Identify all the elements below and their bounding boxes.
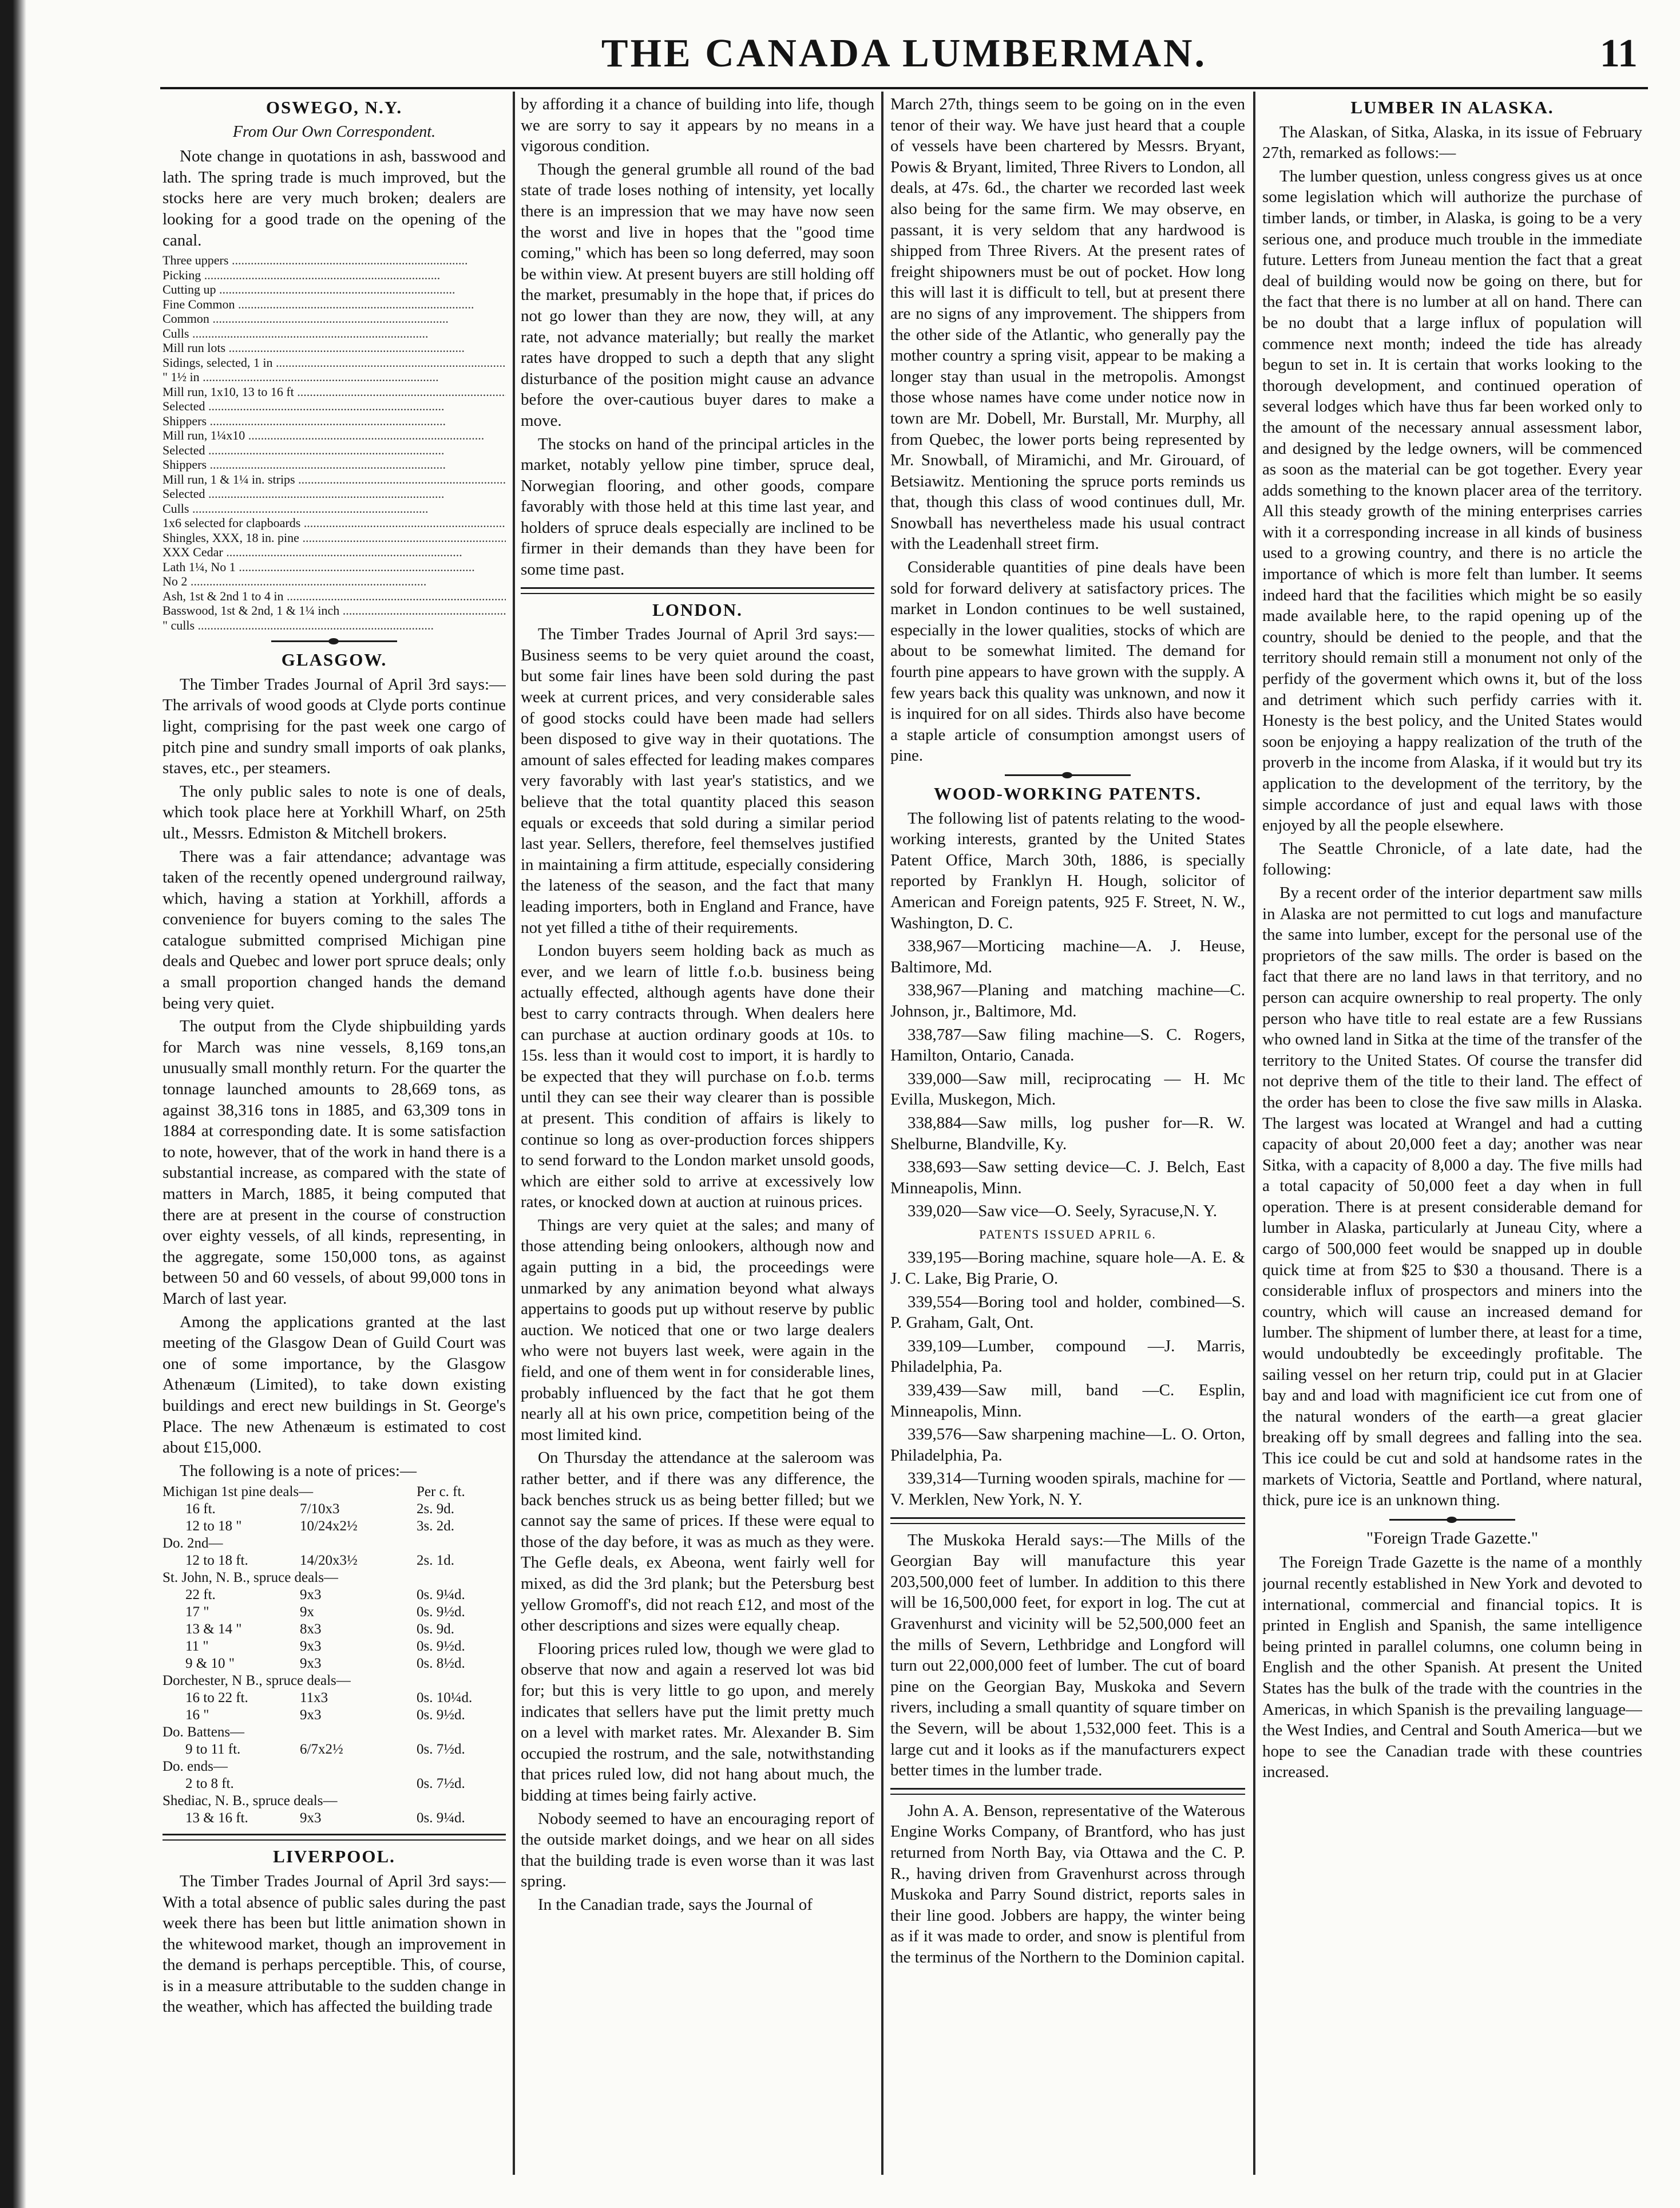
price-cell: 2 to 8 ft. — [185, 1776, 234, 1792]
column-1 — [163, 94, 506, 2177]
price-row — [163, 1724, 506, 1741]
price-row — [163, 1638, 506, 1655]
price-item: Fine Common ..... — [163, 297, 506, 312]
price-cell: 9x3 — [300, 1656, 322, 1672]
price-row — [163, 311, 506, 326]
price-cell — [417, 1758, 506, 1775]
price-row — [163, 1810, 506, 1827]
patent-entry: 339,109—Lumber, compound —J. Marris, Philadelphia, Pa. — [890, 1336, 1245, 1376]
article-paragraph: Among the applications granted at the last meeting of the Glasgow Dean of Guild Court was one of some importance, by the Glasgow Athenæum (Limited), to take down existing buildings and erect new buildings in St. George's Place. The new Athenæum is estimated to cost about £15,000. — [163, 1312, 506, 1457]
price-cell: 22 ft. — [185, 1587, 216, 1603]
section-separator — [1005, 772, 1131, 778]
price-item: " 1½ in ..... — [163, 370, 506, 385]
price-row — [163, 589, 506, 604]
price-row — [163, 341, 506, 355]
patent-entry: 338,693—Saw setting device—C. J. Belch, East Minneapolis, Minn. — [890, 1158, 1245, 1197]
price-item: Mill run lots ..... — [163, 341, 506, 355]
article-paragraph: John A. A. Benson, representative of the Waterous Engine Works Company, of Brantford, who has just returned from North Bay, via Ottawa and the C. P. R., having driven from Gravenhurst across through Muskoka and Parry Sound district, reports sales in their line good. Jobbers are happy, the winter being as if it was made to order, and snow is plentiful from the terminus of the Northern to the Dominion capital. — [890, 1801, 1245, 1966]
byline: From Our Own Correspondent. — [232, 122, 436, 141]
price-item: Three uppers ..... — [163, 253, 506, 268]
price-row — [163, 1604, 506, 1621]
price-cell: 9x3 — [300, 1639, 322, 1655]
price-row — [163, 560, 506, 575]
price-item: Lath 1¼, No 1 ..... — [163, 560, 506, 575]
price-cell: 2s. 1d. — [417, 1553, 454, 1569]
article-paragraph: Things are very quiet at the sales; and many of those attending being onlookers, although now and again putting in a bid, the proceedings were unmarked by any animation beyond what always appertains to goods put up without reserve by public auction. We noticed that one or two large dealers who were not buyers last week, were again in the field, and one of them went in for considerable lines, probably influenced by the fact that he got them nearly all at his own price, competition being of the most limited kind. — [521, 1216, 874, 1444]
price-item: Basswood, 1st & 2nd, 1 & 1¼ inch ..... — [163, 603, 506, 618]
price-cell: Do. Battens— — [163, 1724, 245, 1740]
column-3 — [890, 94, 1245, 2177]
article-paragraph: March 27th, things seem to be going on in the even tenor of their way. We have just heard that a couple of vessels have been chartered by Messrs. Bryant, Powis & Bryant, limited, Three Rivers to London, all deals, at 47s. 6d., the charter we recorded last week also being for the same firm. We may observe, en passant, it is very seldom that any hardwood is shipped from Three Rivers. At the present rates of freight shipowners must be out of pocket. How long this will last it is difficult to tell, but at present there are no signs of any improvement. The shippers from the other side of the Atlantic, who generally pay the mother country a spring visit, appear to be making a longer stay than usual in the metropolis. Amongst those whose names have come under notice now in town are Mr. Dobell, Mr. Burstall, Mr. Murphy, all from Quebec, the lower ports being represented by Mr. Snowball, of Miramichi, and Mr. Girouard, of Betsiawitz. Mentioning the spruce ports reminds us that, though this class of wood continues dull, Mr. Snowball has nevertheless made his usual contract with the Leadenhall street firm. — [890, 95, 1245, 553]
price-cell: 2s. 9d. — [417, 1501, 454, 1517]
price-row — [163, 355, 506, 370]
patent-entry: 338,967—Morticing machine—A. J. Heuse, Baltimore, Md. — [890, 937, 1245, 976]
price-cell: Do. ends— — [163, 1759, 228, 1775]
price-cell: 0s. 7½d. — [417, 1776, 465, 1792]
section-title-london: LONDON. — [652, 599, 743, 620]
price-cell: 17 " — [185, 1604, 209, 1620]
article-paragraph: The following list of patents relating to the wood-working interests, granted by the United States Patent Office, March 30th, 1886, is specially reported by Franklyn H. Hough, solicitor of American and Foreign patents, 925 F. Street, N. W., Washington, D. C. — [890, 809, 1245, 932]
article-paragraph: The Seattle Chronicle, of a late date, had the following: — [1262, 839, 1642, 879]
price-item: Culls ..... — [163, 326, 506, 341]
price-item: XXX Cedar ..... — [163, 545, 506, 560]
patent-entry: 339,576—Saw sharpening machine—L. O. Orton, Philadelphia, Pa. — [890, 1425, 1245, 1465]
price-cell: 0s. 9¼d. — [417, 1810, 465, 1826]
article-paragraph: The Timber Trades Journal of April 3rd says:—The arrivals of wood goods at Clyde ports continue light, comprising for the past week one cargo of pitch pine and sundry small imports of oak planks, staves, etc., per steamers. — [163, 675, 506, 778]
column-2 — [521, 94, 874, 2177]
price-item: Shippers ..... — [163, 457, 506, 472]
price-cell: 14/20x3½ — [300, 1553, 358, 1569]
price-row — [163, 545, 506, 560]
article-paragraph: The only public sales to note is one of deals, which took place here at Yorkhill Wharf, on 25th ult., Messrs. Edmiston & Mitchell brokers. — [163, 782, 506, 842]
page-header — [160, 21, 1648, 89]
article-paragraph: Though the general grumble all round of the bad state of trade loses nothing of intensity, yet locally there is an impression that we may have now seen the worst and live in hopes that the "good time coming," which has been so long deferred, may soon be within view. At present buyers are still holding off the market, presumably in the hope that, if prices do not go lower than they are now, they will, at any rate, not advance materially; but really the market rates have dropped to such a depth that any slight disturbance of the position might cause an advance before the over-cautious buyer dares to make a move. — [521, 160, 874, 430]
article-paragraph: The lumber question, unless congress gives us at once some legislation which will authorize the purchase of timber lands, or timber, in Alaska, is going to be a very serious one, and produce much trouble in the immediate future. Letters from Juneau mention the fact that a great deal of building would now be going on there, but for the fact that there is no lumber at all on hand. There can be no doubt that a large influx of population will commence next month; indeed the tide has already begun to set in. It is certain that works looking to the thorough development, and continued operation of several lodges which have thus far been worked only to the amount of the necessary annual assessment labor, and designed by the ledge owners, will be commenced as soon as the material can be got together. Every year adds something to the known placer area of the territory. All this steady growth of the mining enterprises carries with it a corresponding increase in all kinds of business used to a growing country, and there is no article the importance of which is more felt than lumber. It seems indeed hard that the facilities which might be so easily made available here, to the rapid opening up of the country, should be denied to the people, and that the territory should remain still a monument not only of the perfidy of the goverment which owns it, but of the loss and detriment which such perfidy carries with it. Honesty is the best policy, and the United States would soon be enjoying a happy realization of the truth of the proverb in the income from Alaska, if it would but try its application to the development of the territory, by the simple accordance of just and equal laws with those enjoyed by all the people elsewhere. — [1262, 167, 1642, 835]
price-cell: 9x3 — [300, 1707, 322, 1723]
price-cell: Michigan 1st pine deals— — [163, 1484, 314, 1500]
price-cell: Per c. ft. — [417, 1484, 465, 1500]
price-row — [163, 268, 506, 283]
patent-entry: 338,787—Saw filing machine—S. C. Rogers, Hamilton, Ontario, Canada. — [890, 1025, 1245, 1065]
article-paragraph: London buyers seem holding back as much as ever, and we learn of little f.o.b. business being actually effected, although agents have done their best to carry contracts through. When dealers here can purchase at auction ordinary goods at 10s. to 15s. less than it would cost to import, it is hardly to be expected that they will purchase on f.o.b. terms until they can see their way clearer than is possible at present. This condition of affairs is likely to continue so long as over-production forces shippers to send forward to the London market unsold goods, which are either sold to arrive at excessively low rates, or knocked down at auction at ruinous prices. — [521, 941, 874, 1212]
price-item: Selected ..... — [163, 443, 506, 458]
section-title-liverpool: LIVERPOOL. — [273, 1846, 395, 1867]
price-cell: St. John, N. B., spruce deals— — [163, 1570, 338, 1586]
price-item: Mill run, 1 & 1¼ in. strips ..... — [163, 472, 506, 487]
section-title-patents: WOOD-WORKING PATENTS. — [934, 784, 1202, 804]
price-row — [163, 1483, 506, 1501]
column-4 — [1262, 94, 1642, 2177]
price-row — [163, 1535, 506, 1552]
column-rule — [1253, 92, 1255, 2175]
price-row — [163, 1501, 506, 1518]
price-row — [163, 253, 506, 268]
glasgow-price-table — [163, 1483, 506, 1827]
price-row — [163, 1758, 506, 1775]
price-cell: 9 & 10 " — [185, 1656, 235, 1672]
price-cell — [417, 1724, 506, 1741]
section-rule — [890, 1788, 1245, 1795]
oswego-price-table — [163, 253, 506, 632]
price-cell: 8x3 — [300, 1621, 322, 1637]
article-paragraph: The output from the Clyde shipbuilding yards for March was nine vessels, 8,169 tons,an unusually small monthly return. For the quarter the tonnage launched amounts to 28,669 tons, as against 38,316 tons in 1885, and 63,309 tons in 1884 at corresponding date. It is some satisfaction to note, however, that of the work in hand there is a substantial increase, as compared with the state of matters in March, 1885, it being computed that there are at present in the course of construction over eighty vessels, of all kinds, representing, in the aggregate, some 150,000 tons, as against between 50 and 60 vessels, of about 99,000 tons in March of last year. — [163, 1017, 506, 1308]
article-paragraph: Flooring prices ruled low, though we were glad to observe that now and again a reserved lot was bid for; but this is very little to go upon, and merely indicates that sellers have put the limit pretty much on a level with market rates. Mr. Alexander B. Sim occupied the rostrum, and the sale, notwithstanding that prices ruled low, did not hang about much, the bidding at times being fairly active. — [521, 1639, 874, 1805]
price-item: Culls ..... — [163, 501, 506, 516]
article-paragraph: Nobody seemed to have an encouraging report of the outside market doings, and we hear on all sides that the building trade is even worse than it was last spring. — [521, 1809, 874, 1891]
price-item: " culls ..... — [163, 618, 506, 633]
price-row — [163, 457, 506, 472]
price-row — [163, 1621, 506, 1638]
price-cell — [417, 1792, 506, 1810]
article-paragraph: Considerable quantities of pine deals have been sold for forward delivery at satisfactory prices. The market in London continues to be well sustained, especially in the lower qualities, stocks of which are about to be somewhat limited. The demand for fourth pine appears to have grown with the supply. A few years back this quality was unknown, and now it is inquired for on all sides. Thirds also have become a staple article of consumption amongst users of pine. — [890, 558, 1245, 765]
price-cell: 16 ft. — [185, 1501, 216, 1517]
price-item: Cutting up ..... — [163, 282, 506, 297]
price-cell: 9x3 — [300, 1810, 322, 1826]
column-rule — [513, 92, 515, 2175]
price-row — [163, 326, 506, 341]
price-row — [163, 1741, 506, 1758]
article-paragraph: Note change in quotations in ash, basswood and lath. The spring trade is much improved, but the stocks here are very much broken; dealers are looking for a good trade on the opening of the canal. — [163, 147, 506, 250]
price-row — [163, 443, 506, 458]
price-cell: 0s. 7½d. — [417, 1742, 465, 1758]
price-item: No 2 ..... — [163, 574, 506, 589]
price-cell — [300, 1775, 417, 1792]
price-row — [163, 428, 506, 443]
price-row — [163, 1689, 506, 1707]
price-item: Shingles, XXX, 18 in. pine ..... — [163, 531, 506, 545]
price-cell: 16 to 22 ft. — [185, 1690, 248, 1706]
patent-entry: 339,439—Saw mill, band —C. Esplin, Minneapolis, Minn. — [890, 1381, 1245, 1420]
price-cell: 9 to 11 ft. — [185, 1742, 241, 1758]
price-cell: 0s. 9½d. — [417, 1707, 465, 1723]
article-paragraph: On Thursday the attendance at the saleroom was rather better, and if there was any difference, the back benches struck us as being better filled; but we cannot say the same of prices. If these were equal to those of the day before, it was as much as they were. The Gefle deals, ex Abeona, went fairly well for mixed, as did the 3rd plank; but the Petersburg best yellow Gromoff's, did not reach £12, and most of the other descriptions and sizes were equally cheap. — [521, 1449, 874, 1635]
price-item: Picking ..... — [163, 268, 506, 283]
section-rule — [163, 1834, 506, 1841]
price-row — [163, 385, 506, 399]
price-cell: Dorchester, N B., spruce deals— — [163, 1673, 351, 1689]
price-row — [163, 472, 506, 487]
price-cell: 0s. 9½d. — [417, 1604, 465, 1620]
price-row — [163, 1518, 506, 1535]
patent-entry: 339,195—Boring machine, square hole—A. E. & J. C. Lake, Big Prarie, O. — [890, 1248, 1245, 1288]
price-row — [163, 1655, 506, 1672]
price-row — [163, 1552, 506, 1569]
price-row — [163, 282, 506, 297]
section-rule — [890, 1517, 1245, 1524]
price-cell: Do. 2nd— — [163, 1536, 223, 1552]
article-paragraph: The Alaskan, of Sitka, Alaska, in its issue of February 27th, remarked as follows:— — [1262, 122, 1642, 163]
price-row — [163, 1792, 506, 1810]
patent-subheading: PATENTS ISSUED APRIL 6. — [979, 1226, 1156, 1241]
price-item: Ash, 1st & 2nd 1 to 4 in ..... — [163, 589, 506, 604]
price-row — [163, 414, 506, 429]
article-paragraph: The stocks on hand of the principal articles in the market, notably yellow pine timber, spruce deal, Norwegian flooring, and other goods, compare favorably with those held at this time last year, and holders of spruce deals especially are inclined to be firmer in their demands than they have been for some time past. — [521, 434, 874, 579]
price-cell: 0s. 9¼d. — [417, 1587, 465, 1603]
price-cell: Shediac, N. B., spruce deals— — [163, 1793, 338, 1809]
price-row — [163, 516, 506, 531]
price-row — [163, 1775, 506, 1792]
price-item: Selected ..... — [163, 399, 506, 414]
price-item: Mill run, 1x10, 13 to 16 ft ..... — [163, 385, 506, 399]
price-row — [163, 370, 506, 385]
price-row — [163, 297, 506, 312]
patent-entry: 338,884—Saw mills, log pusher for—R. W. Shelburne, Blandville, Ky. — [890, 1113, 1245, 1153]
masthead-title: THE CANADA LUMBERMAN. — [601, 31, 1207, 76]
section-title-oswego: OSWEGO, N.Y. — [266, 97, 403, 117]
price-row — [163, 1707, 506, 1724]
patent-entry: 339,554—Boring tool and holder, combined—S. P. Graham, Galt, Ont. — [890, 1292, 1245, 1332]
price-cell: 3s. 2d. — [417, 1518, 454, 1534]
article-paragraph: The Muskoka Herald says:—The Mills of the Georgian Bay will manufacture this year 203,500,000 feet of lumber. In addition to this there will be 16,500,000 feet, for export in log. The cut at Gravenhurst and vicinity will be 52,500,000 feet an the mills of Severn, Lethbridge and Longford will turn out 22,000,000 feet of lumber. The cut of board pine on the Georgian Bay, Muskoka and Severn rivers, including a small quantity of square timber on the Severn, will be about 1,532,000 feet. This is a large cut and it looks as if the manufacturers expect better times in the lumber trade. — [890, 1530, 1245, 1780]
section-title-glasgow: GLASGOW. — [281, 650, 387, 670]
article-paragraph: There was a fair attendance; advantage was taken of the recently opened underground railway, which, having a station at Yorkhill, affords a convenience for buyers coming to the sales The catalogue submitted comprised Michigan pine deals and Quebec and lower port spruce deals; only a small proportion changed hands the demand being very quiet. — [163, 847, 506, 1012]
price-row — [163, 618, 506, 633]
price-cell: 13 & 14 " — [185, 1621, 242, 1637]
price-cell: 11x3 — [300, 1690, 328, 1706]
price-cell: 6/7x2½ — [300, 1742, 343, 1758]
patent-list — [890, 1247, 1245, 1510]
price-row — [163, 1672, 506, 1689]
article-paragraph: By a recent order of the interior department saw mills in Alaska are not permitted to cut logs and manufacture the same into lumber, except for the personal use of the proprietors of the saw mills. The order is based on the fact that there are no land laws in that territory, and no person can acquire ownership to real property. The only person who have title to real estate are a few Russians who owned land in Sitka at the time of the transfer of the territory to the United States. Of course the transfer did not deprive them of the title to their land. The effect of the order has been to close the five saw mills in Alaska. The largest was located at Wrangel and had a cutting capacity of about 20,000 feet a day; another was near Sitka, with a capacity of 8,000 a day. The five mills had a total capacity of 50,000 feet a day when in full operation. There is at present considerable demand for lumber in Alaska, particularly at Juneau City, where a cargo of 500,000 feet would be snapped up in double quick time at from $25 to $30 a thousand. There is a considerable influx of prospectors and miners into the country, which will cause an increased demand for lumber. The shipment of lumber there, at least for a time, would undoubtedly be exceedingly profitable. The sailing vessel on her return trip, could put in at Glacier bay and and load with magnificient ice cut from one of the natural wonders of the earth—a great glacier breaking off by small degrees and falling into the sea. This ice could be cut and sold at handsome rates in the markets of Victoria, Seattle and Portland, where natural, thick, pure ice is an unknown thing. — [1262, 883, 1642, 1510]
price-cell: 0s. 9½d. — [417, 1639, 465, 1655]
price-row — [163, 399, 506, 414]
price-cell: 11 " — [185, 1639, 209, 1655]
column-rule — [881, 92, 883, 2175]
patent-entry: 338,967—Planing and matching machine—C. Johnson, jr., Baltimore, Md. — [890, 981, 1245, 1020]
price-row — [163, 1569, 506, 1586]
price-item: Common ..... — [163, 311, 506, 326]
price-cell: 7/10x3 — [300, 1501, 340, 1517]
price-cell: 13 & 16 ft. — [185, 1810, 248, 1826]
price-cell: 0s. 8½d. — [417, 1656, 465, 1672]
price-row — [163, 574, 506, 589]
price-row — [163, 1586, 506, 1604]
section-separator — [271, 638, 397, 644]
article-paragraph: by affording it a chance of building into life, though we are sorry to say it appears by no means in a vigorous condition. — [521, 95, 874, 156]
patent-entry: 339,020—Saw vice—O. Seely, Syracuse,N. Y. — [908, 1202, 1217, 1221]
price-cell — [417, 1569, 506, 1586]
price-cell: 0s. 10¼d. — [417, 1690, 473, 1706]
price-item: Sidings, selected, 1 in ..... — [163, 355, 506, 370]
patent-list — [890, 936, 1245, 1222]
article-paragraph: In the Canadian trade, says the Journal of — [538, 1895, 813, 1914]
price-row — [163, 486, 506, 501]
page-number: 11 — [1599, 31, 1638, 76]
price-cell: 10/24x2½ — [300, 1518, 358, 1534]
article-paragraph: The following is a note of prices:— — [180, 1461, 417, 1480]
section-title-alaska: LUMBER IN ALASKA. — [1350, 97, 1554, 117]
section-rule — [521, 587, 874, 594]
section-title-foreign-trade: "Foreign Trade Gazette." — [1366, 1528, 1539, 1548]
price-cell — [417, 1672, 506, 1689]
price-row — [163, 603, 506, 618]
article-paragraph: The Timber Trades Journal of April 3rd says:—With a total absence of public sales during the past week there has been but little animation shown in the whitewood market, though an improvement in the demand is perhaps perceptible. This, of course, is in a measure attributable to the sudden change in the weather, which has affected the building trade — [163, 1871, 506, 2016]
price-cell: 9x3 — [300, 1587, 322, 1603]
price-item: Shippers ..... — [163, 414, 506, 429]
price-cell: 16 " — [185, 1707, 209, 1723]
scan-edge — [0, 0, 26, 2208]
article-paragraph: The Timber Trades Journal of April 3rd says:—Business seems to be very quiet around the coast, but some fair lines have been sold during the past week at current prices, and very considerable sales of good stocks could have been made had sellers been disposed to give way in their quotations. The amount of sales effected for leading makes compares very favorably with last year's statistics, and we believe that the total quantity placed this season equals or exceeds that sold during a similar period last year. Sellers, therefore, feel themselves justified in maintaining a firm attitude, especially considering the lateness of the season, and the fact that many leading importers, both in England and France, have not yet filled a tithe of their requirements. — [521, 625, 874, 937]
price-row — [163, 531, 506, 545]
price-cell: 9x — [300, 1604, 314, 1620]
patent-entry: 339,000—Saw mill, reciprocating — H. Mc Evilla, Muskegon, Mich. — [890, 1069, 1245, 1109]
article-paragraph: The Foreign Trade Gazette is the name of a monthly journal recently established in New York and devoted to international, commercial and financial topics. It is printed in English and Spanish, the same intelligence being printed in parallel columns, one column being in English and the other Spanish. At present the United States has the bulk of the trade with the countries in the Americas, in which Spanish is the prevailing language—the West Indies, and Central and South America—but we hope to see the Canadian trade with these countries increased. — [1262, 1553, 1642, 1782]
price-cell: 12 to 18 ft. — [185, 1553, 248, 1569]
section-separator — [1389, 1517, 1515, 1522]
price-cell: 0s. 9d. — [417, 1621, 454, 1637]
patent-entry: 339,314—Turning wooden spirals, machine for —V. Merklen, New York, N. Y. — [890, 1469, 1245, 1509]
price-item: Selected ..... — [163, 486, 506, 501]
price-cell — [417, 1535, 506, 1552]
price-row — [163, 501, 506, 516]
price-item: 1x6 selected for clapboards ..... — [163, 516, 506, 531]
price-item: Mill run, 1¼x10 ..... — [163, 428, 506, 443]
price-cell: 12 to 18 " — [185, 1518, 242, 1534]
